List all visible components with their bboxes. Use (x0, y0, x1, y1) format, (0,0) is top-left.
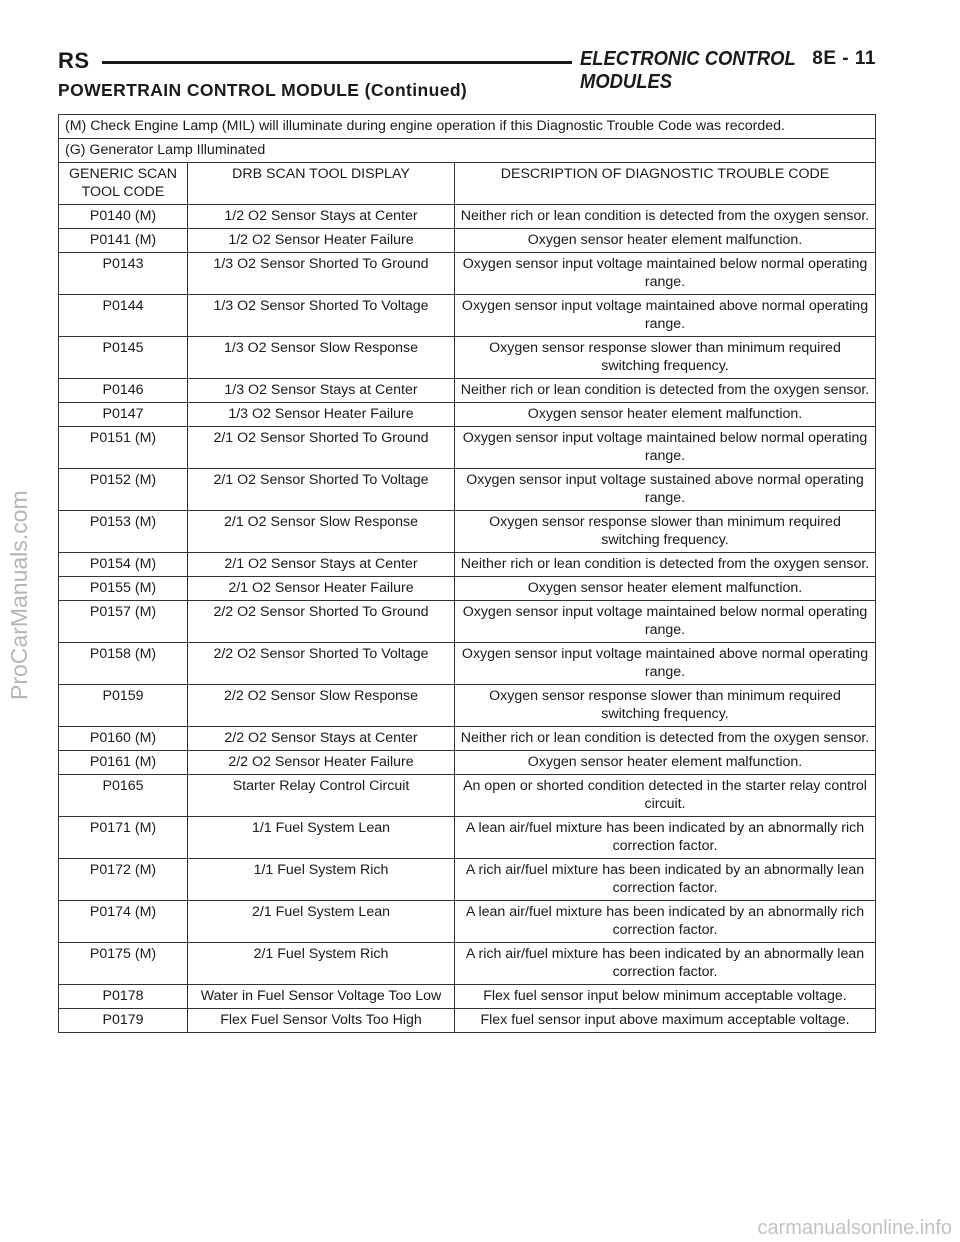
column-header-drb-display: DRB SCAN TOOL DISPLAY (188, 163, 455, 205)
header-page-number: 8E - 11 (812, 48, 876, 69)
description-cell: Oxygen sensor input voltage maintained below normal operating range. (455, 427, 876, 469)
dtc-code-cell: P0147 (59, 403, 188, 427)
table-note-row (59, 139, 876, 163)
drb-display-cell: 2/2 O2 Sensor Slow Response (188, 685, 455, 727)
dtc-code-cell: P0152 (M) (59, 469, 188, 511)
dtc-code-cell: P0160 (M) (59, 727, 188, 751)
table-row (59, 859, 876, 901)
section-subtitle: POWERTRAIN CONTROL MODULE (Continued) (58, 80, 468, 100)
note-mil: (M) Check Engine Lamp (MIL) will illuminate during engine operation if this Diagnostic Trouble Code was recorded. (59, 115, 876, 139)
description-cell: Oxygen sensor input voltage sustained above normal operating range. (455, 469, 876, 511)
description-cell: Oxygen sensor heater element malfunction. (455, 403, 876, 427)
dtc-code-cell: P0151 (M) (59, 427, 188, 469)
table-row (59, 229, 876, 253)
drb-display-cell: 1/1 Fuel System Lean (188, 817, 455, 859)
table-row (59, 943, 876, 985)
drb-display-cell: 1/3 O2 Sensor Slow Response (188, 337, 455, 379)
table-row (59, 985, 876, 1009)
drb-display-cell: 1/2 O2 Sensor Stays at Center (188, 205, 455, 229)
drb-display-cell: Starter Relay Control Circuit (188, 775, 455, 817)
table-row (59, 1009, 876, 1033)
description-cell: Oxygen sensor response slower than minimum required switching frequency. (455, 685, 876, 727)
dtc-code-cell: P0174 (M) (59, 901, 188, 943)
drb-display-cell: 2/2 O2 Sensor Shorted To Ground (188, 601, 455, 643)
dtc-code-cell: P0146 (59, 379, 188, 403)
table-row (59, 601, 876, 643)
table-row (59, 577, 876, 601)
description-cell: A rich air/fuel mixture has been indicated by an abnormally lean correction factor. (455, 943, 876, 985)
header-model-code: RS (58, 48, 90, 73)
drb-display-cell: 1/3 O2 Sensor Stays at Center (188, 379, 455, 403)
description-cell: Oxygen sensor heater element malfunction. (455, 751, 876, 775)
drb-display-cell: Flex Fuel Sensor Volts Too High (188, 1009, 455, 1033)
drb-display-cell: 2/1 O2 Sensor Heater Failure (188, 577, 455, 601)
bottom-watermark: carmanualsonline.info (757, 1217, 952, 1239)
dtc-code-cell: P0154 (M) (59, 553, 188, 577)
dtc-code-cell: P0145 (59, 337, 188, 379)
description-cell: An open or shorted condition detected in the starter relay control circuit. (455, 775, 876, 817)
description-cell: Flex fuel sensor input below minimum acceptable voltage. (455, 985, 876, 1009)
dtc-code-cell: P0144 (59, 295, 188, 337)
drb-display-cell: 1/3 O2 Sensor Shorted To Voltage (188, 295, 455, 337)
dtc-code-cell: P0141 (M) (59, 229, 188, 253)
table-row (59, 337, 876, 379)
table-row (59, 403, 876, 427)
table-row (59, 901, 876, 943)
table-row (59, 205, 876, 229)
description-cell: A lean air/fuel mixture has been indicated by an abnormally rich correction factor. (455, 901, 876, 943)
drb-display-cell: Water in Fuel Sensor Voltage Too Low (188, 985, 455, 1009)
table-row (59, 643, 876, 685)
dtc-code-cell: P0171 (M) (59, 817, 188, 859)
drb-display-cell: 2/2 O2 Sensor Shorted To Voltage (188, 643, 455, 685)
description-cell: Neither rich or lean condition is detected from the oxygen sensor. (455, 379, 876, 403)
table-row (59, 427, 876, 469)
drb-display-cell: 2/1 O2 Sensor Shorted To Voltage (188, 469, 455, 511)
dtc-code-cell: P0140 (M) (59, 205, 188, 229)
drb-display-cell: 2/2 O2 Sensor Heater Failure (188, 751, 455, 775)
dtc-code-cell: P0178 (59, 985, 188, 1009)
column-header-generic-code: GENERIC SCAN TOOL CODE (59, 163, 188, 205)
dtc-code-cell: P0179 (59, 1009, 188, 1033)
table-row (59, 511, 876, 553)
table-row (59, 817, 876, 859)
table-header-row (59, 163, 876, 205)
dtc-code-cell: P0153 (M) (59, 511, 188, 553)
description-cell: A lean air/fuel mixture has been indicated by an abnormally rich correction factor. (455, 817, 876, 859)
table-row (59, 295, 876, 337)
description-cell: Oxygen sensor input voltage maintained above normal operating range. (455, 295, 876, 337)
header-section-title: ELECTRONIC CONTROL MODULES (580, 48, 796, 93)
dtc-code-cell: P0161 (M) (59, 751, 188, 775)
description-cell: Neither rich or lean condition is detected from the oxygen sensor. (455, 727, 876, 751)
table-row (59, 751, 876, 775)
description-cell: A rich air/fuel mixture has been indicated by an abnormally lean correction factor. (455, 859, 876, 901)
drb-display-cell: 1/3 O2 Sensor Shorted To Ground (188, 253, 455, 295)
table-note-row (59, 115, 876, 139)
dtc-code-cell: P0165 (59, 775, 188, 817)
drb-display-cell: 1/2 O2 Sensor Heater Failure (188, 229, 455, 253)
drb-display-cell: 1/1 Fuel System Rich (188, 859, 455, 901)
description-cell: Oxygen sensor input voltage maintained below normal operating range. (455, 601, 876, 643)
drb-display-cell: 2/1 Fuel System Rich (188, 943, 455, 985)
drb-display-cell: 2/1 O2 Sensor Slow Response (188, 511, 455, 553)
description-cell: Neither rich or lean condition is detected from the oxygen sensor. (455, 205, 876, 229)
table-row (59, 379, 876, 403)
table-row (59, 553, 876, 577)
dtc-code-cell: P0157 (M) (59, 601, 188, 643)
dtc-code-cell: P0143 (59, 253, 188, 295)
table-row (59, 727, 876, 751)
header-rule (102, 61, 572, 64)
table-row (59, 469, 876, 511)
note-generator-lamp: (G) Generator Lamp Illuminated (59, 139, 876, 163)
description-cell: Oxygen sensor input voltage maintained above normal operating range. (455, 643, 876, 685)
description-cell: Oxygen sensor input voltage maintained below normal operating range. (455, 253, 876, 295)
drb-display-cell: 2/2 O2 Sensor Stays at Center (188, 727, 455, 751)
description-cell: Flex fuel sensor input above maximum acceptable voltage. (455, 1009, 876, 1033)
drb-display-cell: 2/1 O2 Sensor Stays at Center (188, 553, 455, 577)
table-row (59, 253, 876, 295)
dtc-code-cell: P0172 (M) (59, 859, 188, 901)
description-cell: Neither rich or lean condition is detected from the oxygen sensor. (455, 553, 876, 577)
table-row (59, 775, 876, 817)
side-watermark: ProCarManuals.com (6, 490, 32, 700)
column-header-description: DESCRIPTION OF DIAGNOSTIC TROUBLE CODE (455, 163, 876, 205)
drb-display-cell: 2/1 O2 Sensor Shorted To Ground (188, 427, 455, 469)
dtc-code-cell: P0159 (59, 685, 188, 727)
dtc-code-cell: P0175 (M) (59, 943, 188, 985)
description-cell: Oxygen sensor response slower than minimum required switching frequency. (455, 511, 876, 553)
table-row (59, 685, 876, 727)
drb-display-cell: 1/3 O2 Sensor Heater Failure (188, 403, 455, 427)
description-cell: Oxygen sensor heater element malfunction. (455, 577, 876, 601)
dtc-code-cell: P0155 (M) (59, 577, 188, 601)
dtc-table (58, 114, 876, 1033)
description-cell: Oxygen sensor heater element malfunction. (455, 229, 876, 253)
dtc-code-cell: P0158 (M) (59, 643, 188, 685)
drb-display-cell: 2/1 Fuel System Lean (188, 901, 455, 943)
description-cell: Oxygen sensor response slower than minimum required switching frequency. (455, 337, 876, 379)
